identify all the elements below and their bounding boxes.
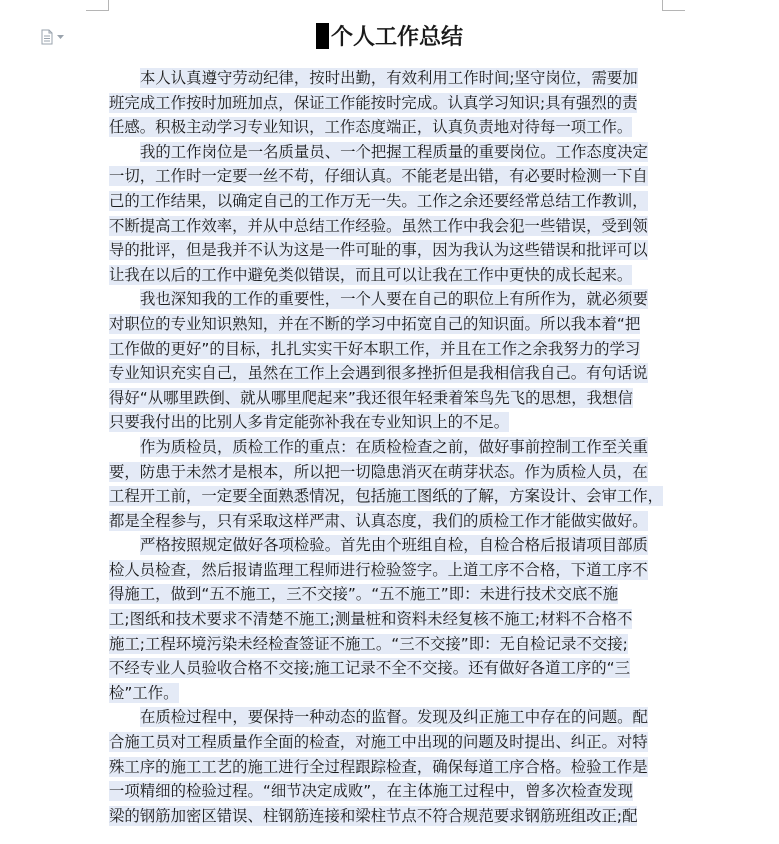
text-line: 本人认真遵守劳动纪律，按时出勤，有效利用工作时间;坚守岗位，需要加 (140, 69, 638, 87)
text-line: 我也深知我的工作的重要性，一个人要在自己的职位上有所作为，就必须要 (140, 290, 648, 309)
text-line: 得好“从哪里跌倒、就从哪里爬起来”我还很年轻秉着笨鸟先飞的思想，我想信 (109, 388, 633, 407)
text-line: 工;图纸和技术要求不清楚不施工;测量桩和资料未经复核不施工;材料不合格不 (109, 610, 633, 629)
document-title[interactable] (0, 20, 779, 54)
text-line: 一切，工作时一定要一丝不苟，仔细认真。不能老是出错，有必要时检测一下自 (109, 167, 648, 186)
text-line: 工作做的更好”的目标，扎扎实实干好本职工作，并且在工作之余我努力的学习 (109, 339, 641, 358)
text-line: 梁的钢筋加密区错误、柱钢筋连接和梁柱节点不符合规范要求钢筋班组改正;配 (109, 806, 638, 825)
text-line: 不经专业人员验收合格不交接;施工记录不全不交接。还有做好各道工序的“三 (109, 659, 631, 678)
text-line: 殊工序的施工工艺的施工进行全过程跟踪检查，确保每道工序合格。检验工作是 (109, 757, 648, 776)
text-line: 导的批评，但是我并不认为这是一件可耻的事，因为我认为这些错误和批评可以 (109, 241, 648, 260)
text-line: 让我在以后的工作中避免类似错误，而且可以让我在工作中更快的成长起来。 (109, 265, 633, 284)
text-line: 合施工员对工程质量作全面的检查，对施工中出现的问题及时提出、纠正。对特 (109, 733, 648, 752)
page-corner-mark-right (662, 0, 685, 11)
text-line: 工程开工前，一定要全面熟悉情况，包括施工图纸的了解，方案设计、会审工作， (109, 487, 664, 506)
text-line: 对职位的专业知识熟知，并在不断的学习中拓宽自己的知识面。所以我本着“把 (109, 314, 641, 333)
text-line: 己的工作结果，以确定自己的工作万无一失。工作之余还要经常总结工作教训， (109, 191, 648, 210)
text-line: 在质检过程中，要保持一种动态的监督。发现及纠正施工中存在的问题。配 (140, 708, 648, 727)
text-line: 班完成工作按时加班加点，保证工作能按时完成。认真学习知识;具有强烈的责 (109, 93, 638, 112)
text-line: 任感。积极主动学习专业知识，工作态度端正，认真负责地对待每一项工作。 (109, 118, 633, 137)
document-title-text: 个人工作总结 (330, 24, 463, 50)
text-line: 严格按照规定做好各项检验。首先由个班组自检，自检合格后报请项目部质 (140, 536, 648, 555)
text-line: 我的工作岗位是一名质量员、一个把握工程质量的重要岗位。工作态度决定 (140, 142, 648, 161)
page-corner-mark-left (86, 0, 109, 11)
text-line: 检”工作。 (109, 683, 179, 702)
text-line: 一项精细的检验过程。“细节决定成败”，在主体施工过程中，曾多次检查发现 (109, 782, 633, 801)
text-line: 检人员检查，然后报请监理工程师进行检验签字。上道工序不合格，下道工序不 (109, 560, 648, 579)
text-line: 专业知识充实自己，虽然在工作上会遇到很多挫折但是我相信我自己。有句话说 (109, 364, 648, 383)
text-line: 只要我付出的比别人多肯定能弥补我在专业知识上的不足。 (109, 413, 510, 432)
text-line: 作为质检员，质检工作的重点：在质检检查之前，做好事前控制工作至关重 (140, 437, 648, 456)
text-line: 不断提高工作效率，并从中总结工作经验。虽然工作中我会犯一些错误，受到领 (109, 216, 648, 235)
text-line: 施工;工程环境污染未经检查签证不施工。“三不交接”即：无自检记录不交接; (109, 634, 628, 653)
text-line: 要，防患于未然才是根本，所以把一切隐患消灭在萌芽状态。作为质检人员，在 (109, 462, 648, 481)
text-line: 得施工，做到“五不施工，三不交接”。“五不施工”即：未进行技术交底不施 (109, 585, 619, 604)
text-line: 都是全程参与，只有采取这样严肃、认真态度，我们的质检工作才能做实做好。 (109, 511, 648, 530)
text-cursor (316, 23, 329, 49)
document-body[interactable] (109, 66, 671, 828)
